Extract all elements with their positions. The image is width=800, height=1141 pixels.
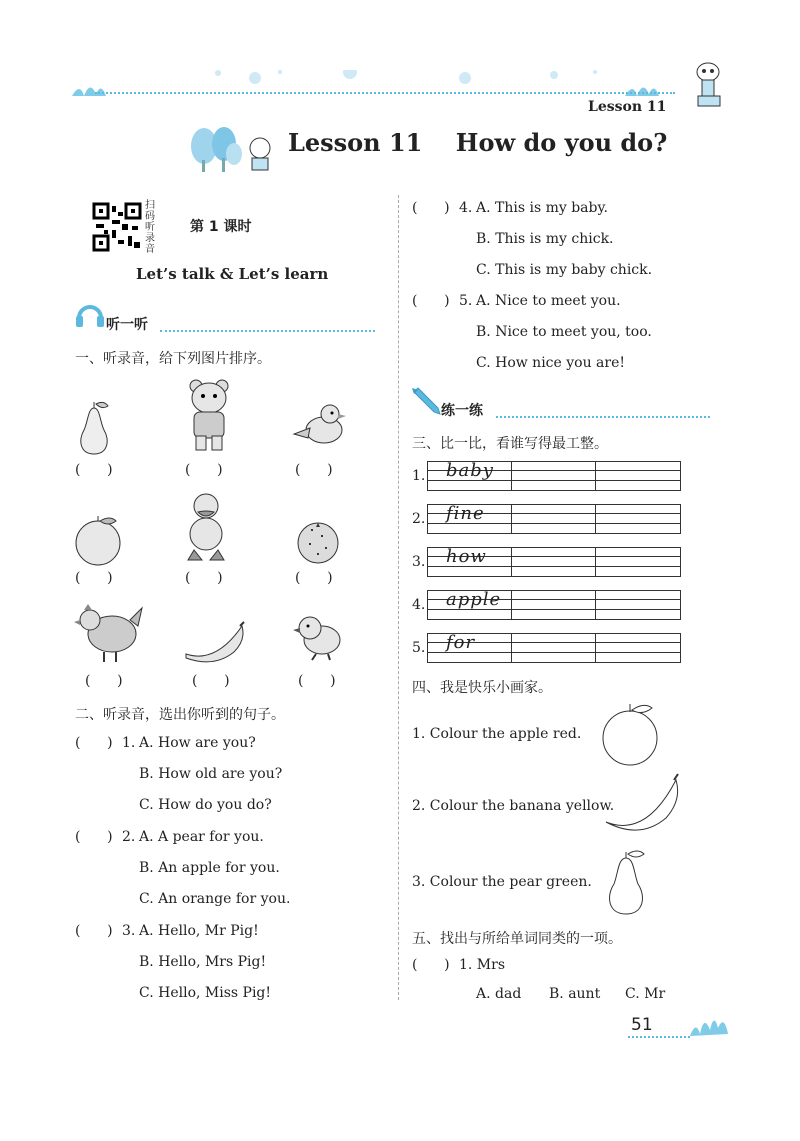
headphones-icon	[74, 298, 106, 330]
option: C. Mr	[625, 986, 666, 1002]
writing-band[interactable]	[427, 633, 681, 663]
apple-picture	[74, 515, 126, 567]
answer-paren[interactable]: ( )	[85, 673, 123, 689]
hen-picture	[74, 600, 144, 664]
option: A. Hello, Mr Pig!	[139, 923, 259, 939]
option: C. How do you do?	[139, 797, 272, 813]
option: C. An orange for you.	[139, 891, 291, 907]
practice-dotted-line	[496, 416, 710, 418]
question-number: 1.	[122, 735, 136, 751]
subtitle: Let’s talk & Let’s learn	[136, 265, 329, 283]
answer-paren[interactable]: ( )	[75, 462, 113, 478]
question-number: 2.	[122, 829, 136, 845]
column-divider	[398, 195, 399, 1000]
banana-picture	[182, 620, 248, 664]
answer-paren[interactable]: ( )	[295, 570, 333, 586]
answer-paren[interactable]: ( )	[185, 462, 223, 478]
option: A. dad	[476, 986, 522, 1002]
option: C. This is my baby chick.	[476, 262, 653, 278]
bird-picture	[292, 398, 352, 456]
model-word: baby	[446, 460, 494, 481]
answer-paren[interactable]: ( )	[75, 735, 113, 751]
word-number: 5.	[412, 640, 426, 656]
bear-picture	[184, 378, 234, 456]
option: A. This is my baby.	[476, 200, 608, 216]
word-number: 3.	[412, 554, 426, 570]
option: A. How are you?	[139, 735, 256, 751]
question-number: 4.	[459, 200, 473, 216]
page-number: 51	[631, 1015, 653, 1035]
answer-paren[interactable]: ( )	[412, 957, 450, 973]
listen-dotted-line	[160, 330, 375, 332]
apple-outline-picture[interactable]	[600, 700, 664, 770]
duck-picture	[184, 492, 228, 564]
option: B. Nice to meet you, too.	[476, 324, 652, 340]
answer-paren[interactable]: ( )	[298, 673, 336, 689]
page-title: Lesson 11 How do you do?	[288, 128, 668, 157]
answer-paren[interactable]: ( )	[75, 570, 113, 586]
chick-picture	[292, 610, 348, 662]
orange-picture	[296, 520, 342, 566]
lesson-tag: Lesson 11	[588, 99, 667, 115]
pear-outline-picture[interactable]	[602, 848, 650, 916]
option: B. How old are you?	[139, 766, 283, 782]
model-word: for	[446, 632, 476, 653]
model-word: apple	[446, 589, 502, 610]
answer-paren[interactable]: ( )	[412, 293, 450, 309]
part3-instruction: 三、比一比，看谁写得最工整。	[412, 436, 608, 452]
giraffe-icon	[690, 58, 730, 113]
option: C. Hello, Miss Pig!	[139, 985, 272, 1001]
model-word: fine	[446, 503, 485, 524]
model-word: how	[446, 546, 487, 567]
option: B. An apple for you.	[139, 860, 280, 876]
word-number: 1.	[412, 468, 426, 484]
lesson-time: 第 1 课时	[190, 219, 252, 235]
question-number: 3.	[122, 923, 136, 939]
trees-icon	[188, 124, 280, 176]
part5-instruction: 五、找出与所给单词同类的一项。	[412, 931, 622, 947]
option: A. A pear for you.	[139, 829, 264, 845]
writing-band[interactable]	[427, 590, 681, 620]
option: B. Hello, Mrs Pig!	[139, 954, 267, 970]
practice-heading: 练一练	[441, 403, 483, 419]
part2-instruction: 二、听录音，选出你听到的句子。	[75, 707, 285, 723]
word-number: 4.	[412, 597, 426, 613]
answer-paren[interactable]: ( )	[412, 200, 450, 216]
grass-icon	[688, 1012, 730, 1038]
colour-item: 1. Colour the apple red.	[412, 726, 582, 742]
colour-item: 3. Colour the pear green.	[412, 874, 592, 890]
header-dotted-line	[95, 92, 675, 94]
option: A. Nice to meet you.	[476, 293, 621, 309]
writing-band[interactable]	[427, 547, 681, 577]
word-number: 2.	[412, 511, 426, 527]
listen-heading: 听一听	[106, 317, 148, 333]
banana-outline-picture[interactable]	[602, 772, 682, 838]
answer-paren[interactable]: ( )	[295, 462, 333, 478]
answer-paren[interactable]: ( )	[192, 673, 230, 689]
part1-instruction: 一、听录音，给下列图片排序。	[75, 351, 271, 367]
qr-label: 扫码听录音	[145, 200, 155, 255]
option: B. aunt	[549, 986, 601, 1002]
pencil-icon	[410, 386, 442, 418]
question-number: 5.	[459, 293, 473, 309]
question-word: 1. Mrs	[459, 957, 506, 973]
part4-instruction: 四、我是快乐小画家。	[412, 680, 552, 696]
writing-band[interactable]	[427, 461, 681, 491]
footer-dotted-line	[628, 1036, 690, 1038]
answer-paren[interactable]: ( )	[75, 829, 113, 845]
option: B. This is my chick.	[476, 231, 614, 247]
pear-picture	[74, 400, 114, 458]
option: C. How nice you are!	[476, 355, 626, 371]
colour-item: 2. Colour the banana yellow.	[412, 798, 615, 814]
qr-code-icon[interactable]	[92, 202, 142, 252]
writing-band[interactable]	[427, 504, 681, 534]
answer-paren[interactable]: ( )	[75, 923, 113, 939]
answer-paren[interactable]: ( )	[185, 570, 223, 586]
